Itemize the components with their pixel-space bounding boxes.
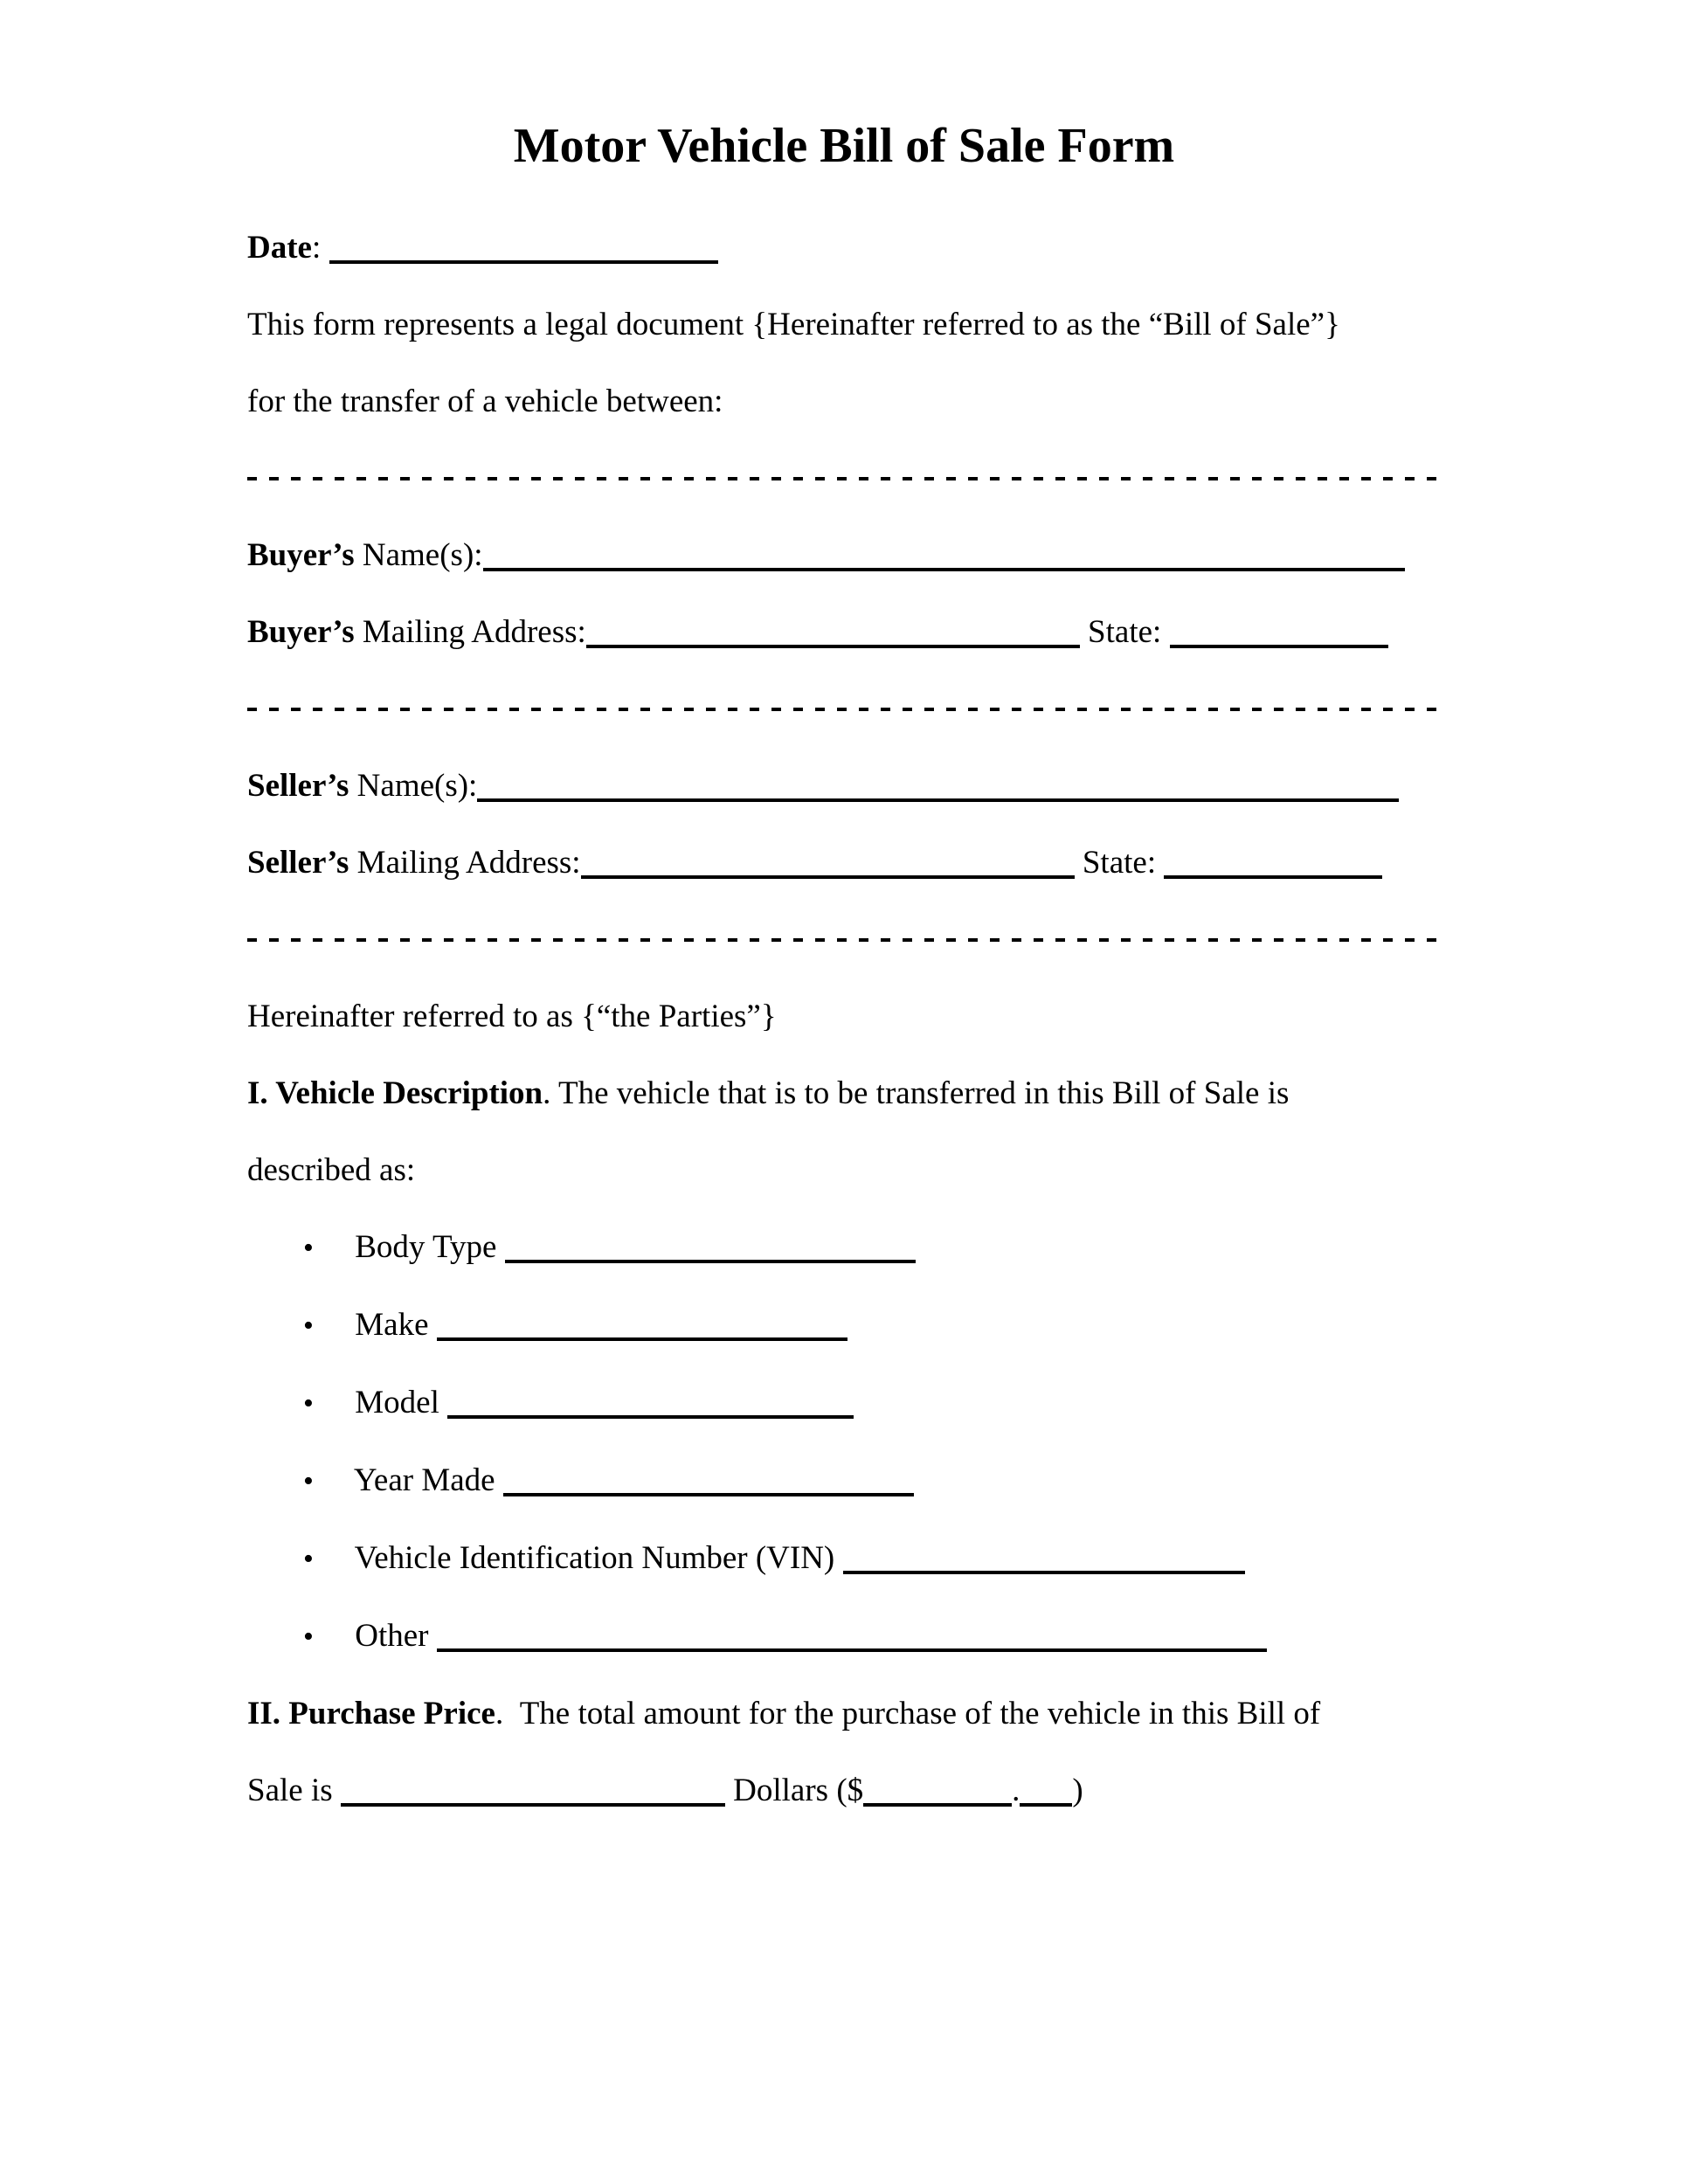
section-divider-2 bbox=[247, 671, 1441, 748]
close-paren: ) bbox=[1072, 1773, 1083, 1808]
seller-name-line bbox=[247, 748, 1441, 825]
dashed-divider bbox=[247, 477, 1441, 480]
dashed-divider bbox=[247, 938, 1441, 942]
model-field-blank[interactable] bbox=[447, 1415, 854, 1419]
other-label: Other bbox=[355, 1618, 429, 1654]
seller-state-label: State: bbox=[1082, 845, 1157, 881]
bullet-year-made bbox=[247, 1442, 1441, 1520]
price-sale-line bbox=[247, 1752, 1441, 1829]
intro-line-2: for the transfer of a vehicle between: bbox=[247, 384, 723, 419]
price-section-heading: II. Purchase Price bbox=[247, 1696, 495, 1731]
price-dollars-field-blank[interactable] bbox=[863, 1803, 1012, 1807]
vehicle-section-heading-line bbox=[247, 1055, 1441, 1132]
bullet-model bbox=[247, 1365, 1441, 1442]
buyer-name-line bbox=[247, 517, 1441, 594]
seller-address-line bbox=[247, 825, 1441, 902]
seller-name-label: Name(s): bbox=[356, 768, 478, 804]
section-divider-3 bbox=[247, 902, 1441, 978]
price-words-field-blank[interactable] bbox=[341, 1803, 725, 1807]
make-field-blank[interactable] bbox=[437, 1337, 847, 1341]
other-field-blank[interactable] bbox=[437, 1648, 1267, 1652]
price-section-heading-line bbox=[247, 1676, 1441, 1752]
vehicle-section-heading: I. Vehicle Description bbox=[247, 1075, 543, 1111]
dollars-label: Dollars ($ bbox=[733, 1773, 864, 1808]
parties-line: Hereinafter referred to as {“the Parties”} bbox=[247, 999, 777, 1034]
vin-field-blank[interactable] bbox=[843, 1571, 1245, 1574]
make-label: Make bbox=[355, 1307, 429, 1343]
buyer-address-line bbox=[247, 594, 1441, 671]
seller-name-label-bold: Seller’s bbox=[247, 768, 349, 804]
vehicle-section-heading-rest: . The vehicle that is to be transferred in this Bill of Sale is bbox=[543, 1075, 1290, 1111]
bullet-make bbox=[247, 1287, 1441, 1365]
section-divider-1 bbox=[247, 440, 1441, 517]
bullet-body-type bbox=[247, 1209, 1441, 1287]
seller-address-label-bold: Seller’s bbox=[247, 845, 349, 881]
price-cents-field-blank[interactable] bbox=[1020, 1803, 1072, 1807]
buyer-state-field-blank[interactable] bbox=[1170, 645, 1388, 648]
buyer-name-field-blank[interactable] bbox=[483, 568, 1405, 571]
year-made-label: Year Made bbox=[353, 1462, 495, 1498]
sale-is-label: Sale is bbox=[247, 1773, 333, 1808]
dashed-divider bbox=[247, 708, 1441, 711]
buyer-name-label: Name(s): bbox=[362, 537, 483, 573]
date-label: Date bbox=[247, 230, 312, 266]
document-title: Motor Vehicle Bill of Sale Form bbox=[513, 119, 1175, 173]
vehicle-section-line-2: described as: bbox=[247, 1152, 416, 1188]
seller-address-label: Mailing Address: bbox=[356, 845, 581, 881]
date-colon: : bbox=[311, 230, 322, 266]
buyer-address-label: Mailing Address: bbox=[362, 614, 586, 650]
buyer-address-label-bold: Buyer’s bbox=[247, 614, 355, 650]
body-type-field-blank[interactable] bbox=[505, 1260, 916, 1263]
seller-state-field-blank[interactable] bbox=[1164, 875, 1382, 879]
body-type-label: Body Type bbox=[355, 1229, 497, 1265]
year-made-field-blank[interactable] bbox=[503, 1493, 914, 1496]
buyer-name-label-bold: Buyer’s bbox=[247, 537, 355, 573]
price-section-heading-rest: . The total amount for the purchase of the vehicle in this Bill of bbox=[495, 1696, 1321, 1731]
buyer-address-field-blank[interactable] bbox=[586, 645, 1080, 648]
date-line bbox=[247, 210, 1441, 287]
seller-name-field-blank[interactable] bbox=[477, 798, 1399, 802]
vin-label: Vehicle Identification Number (VIN) bbox=[354, 1540, 835, 1576]
model-label: Model bbox=[355, 1385, 439, 1420]
bullet-vin bbox=[247, 1520, 1441, 1598]
seller-address-field-blank[interactable] bbox=[581, 875, 1075, 879]
intro-line-1: This form represents a legal document {Hereinafter referred to as the “Bill of Sale”} bbox=[247, 307, 1340, 342]
date-field-blank[interactable] bbox=[329, 260, 718, 264]
decimal-point: . bbox=[1012, 1773, 1020, 1808]
bullet-other bbox=[247, 1598, 1441, 1676]
buyer-state-label: State: bbox=[1088, 614, 1162, 650]
